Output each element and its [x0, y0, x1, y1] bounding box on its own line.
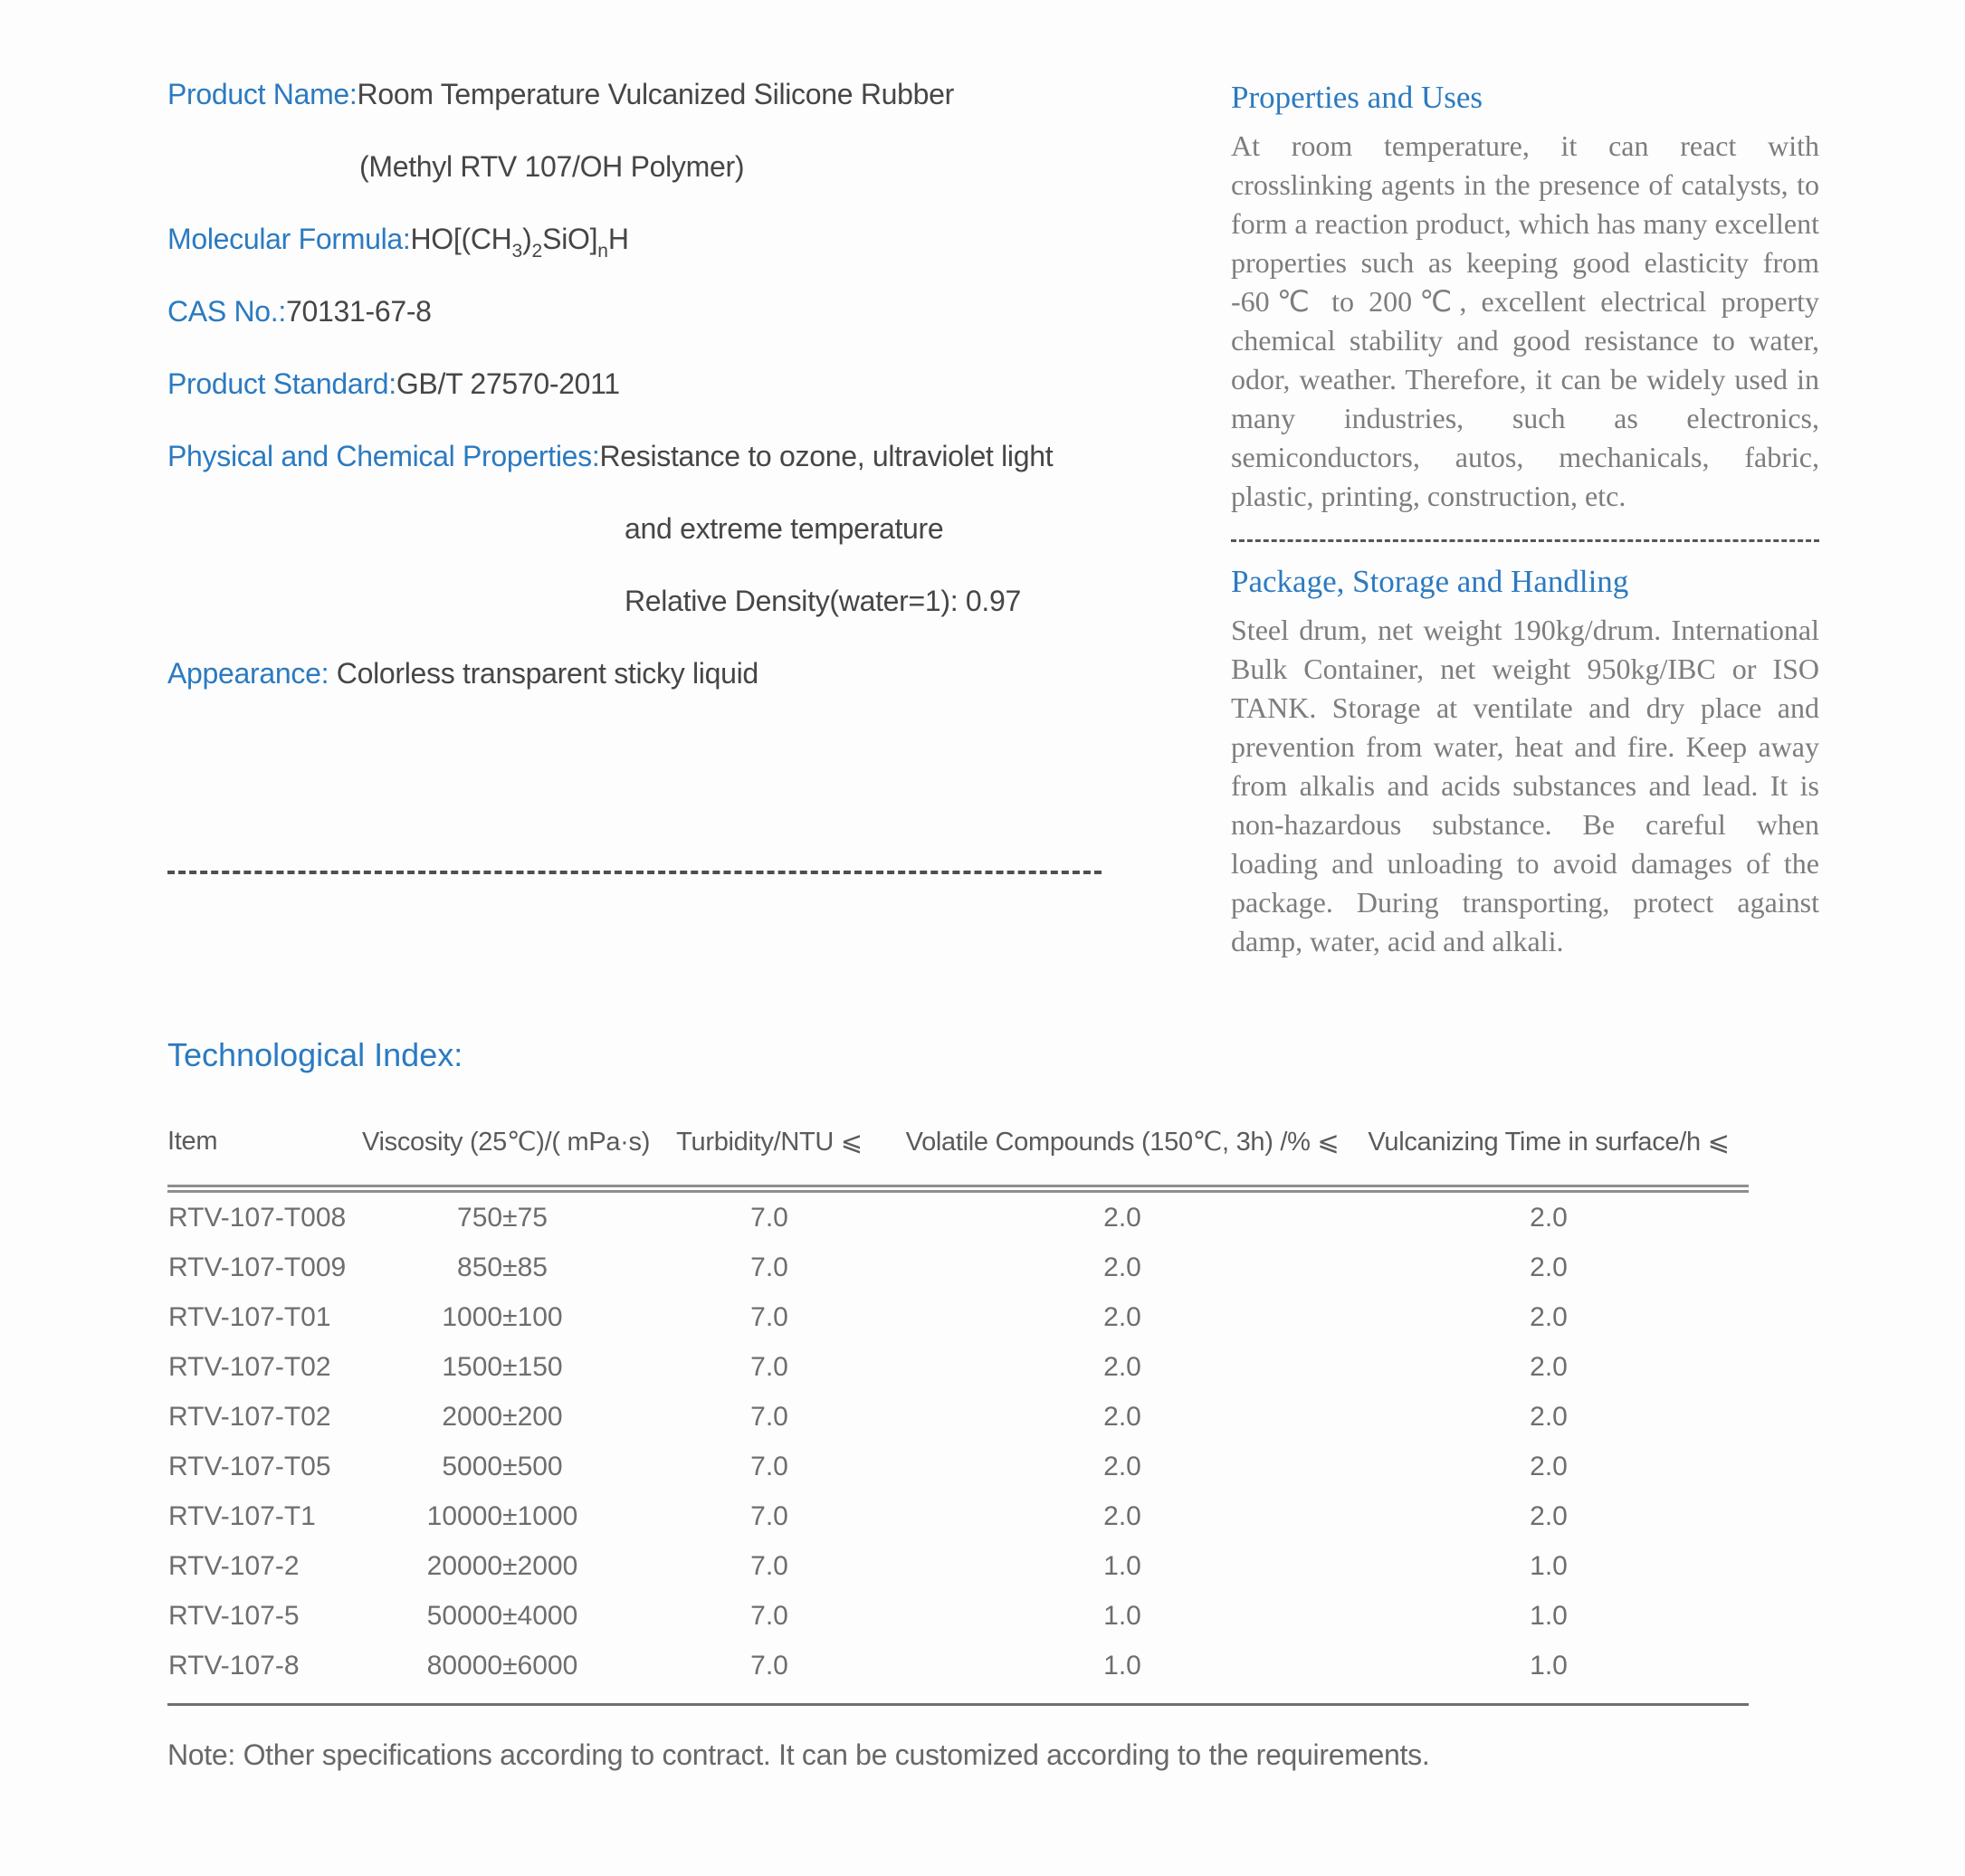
- formula-subscript: 3: [511, 241, 523, 262]
- right-info-panel: [1231, 78, 1819, 961]
- field-value: Room Temperature Vulcanized Silicone Rubber: [357, 78, 954, 110]
- field-physical-chemical: [167, 438, 1226, 510]
- table-note: Note: Other specifications according to contract. It can be customized according to the requirements.: [167, 1738, 1430, 1771]
- field-physical-chemical-line2: [167, 510, 1226, 583]
- table-cell: RTV-107-5: [168, 1600, 300, 1631]
- table-row: [167, 1491, 1749, 1541]
- formula-text: H: [607, 223, 629, 255]
- table-cell: 7.0: [750, 1600, 788, 1631]
- field-label: Product Standard:: [167, 367, 396, 400]
- table-cell: 7.0: [750, 1500, 788, 1531]
- table-cell: RTV-107-T009: [168, 1252, 347, 1282]
- formula-text: SiO]: [542, 223, 598, 255]
- table-cell: RTV-107-T05: [168, 1451, 331, 1481]
- table-row: [167, 1292, 1749, 1342]
- field-relative-density: [167, 583, 1226, 655]
- package-storage-title: Package, Storage and Handling: [1231, 564, 1629, 599]
- field-value: and extreme temperature: [625, 512, 944, 545]
- table-cell: 7.0: [750, 1650, 788, 1681]
- table-cell: 2.0: [1103, 1202, 1141, 1233]
- table-row: [167, 1342, 1749, 1392]
- table-cell: 1.0: [1103, 1600, 1141, 1631]
- table-cell: 7.0: [750, 1252, 788, 1282]
- field-product-name: [167, 76, 1226, 148]
- table-cell: 850±85: [457, 1252, 548, 1282]
- table-cell: 80000±6000: [426, 1650, 578, 1681]
- table-row: [167, 1591, 1749, 1641]
- table-cell: 7.0: [750, 1202, 788, 1233]
- table-body: [167, 1189, 1749, 1691]
- field-value: (Methyl RTV 107/OH Polymer): [359, 150, 745, 183]
- table-cell: 2.0: [1530, 1351, 1568, 1382]
- table-cell: 7.0: [750, 1301, 788, 1332]
- table-row: [167, 1392, 1749, 1442]
- table-cell: 50000±4000: [426, 1600, 578, 1631]
- table-cell: 2000±200: [442, 1401, 563, 1432]
- table-cell: RTV-107-2: [168, 1550, 300, 1581]
- field-label: Product Name:: [167, 78, 358, 110]
- table-cell: RTV-107-T008: [168, 1202, 347, 1233]
- table-cell: 2.0: [1103, 1401, 1141, 1432]
- product-info-section: [167, 76, 1226, 728]
- table-cell: 2.0: [1530, 1301, 1568, 1332]
- table-cell: 2.0: [1103, 1451, 1141, 1481]
- table-cell: 750±75: [457, 1202, 548, 1233]
- table-cell: 1500±150: [442, 1351, 563, 1382]
- table-cell: 2.0: [1530, 1451, 1568, 1481]
- left-dashed-divider: [167, 871, 1102, 874]
- tech-index-section: [167, 1037, 1749, 1773]
- table-cell: 1.0: [1103, 1650, 1141, 1681]
- col-header-item: Item: [167, 1127, 218, 1156]
- properties-uses-body: At room temperature, it can react with crosslinking agents in the presence of catalysts, to form a reaction product, which has many excellent properties such as keeping good elasticity from -60℃ to 200℃, excellent electrical property chemical stability and good resistance to water, odor, weather. Therefore, it can be widely used in many industries, such as electronics, semiconductors, autos, mechanicals, fabric, plastic, printing, construction, etc.: [1231, 129, 1819, 512]
- table-row: [167, 1641, 1749, 1690]
- table-header-row: [167, 1126, 1749, 1189]
- table-cell: RTV-107-T1: [168, 1500, 316, 1531]
- col-header-volatile: Volatile Compounds (150℃, 3h) /% ⩽: [905, 1128, 1340, 1157]
- table-cell: 10000±1000: [426, 1500, 578, 1531]
- right-dashed-divider: [1231, 539, 1819, 542]
- table-cell: 1.0: [1530, 1550, 1568, 1581]
- field-value: 70131-67-8: [285, 295, 432, 328]
- table-cell: 2.0: [1530, 1252, 1568, 1282]
- col-header-vulcanizing: Vulcanizing Time in surface/h ⩽: [1368, 1128, 1730, 1157]
- table-cell: 2.0: [1530, 1202, 1568, 1233]
- field-label: Appearance:: [167, 657, 337, 690]
- package-storage-body: Steel drum, net weight 190kg/drum. International Bulk Container, net weight 950kg/IBC or ISO TANK. Storage at ventilate and dry place and prevention from water, heat and fire. Keep away from alkalis and acids substances and lead. It is non-hazardous substance. Be careful when loading and unloading to avoid damages of the package. During transporting, protect against damp, water, acid and alkali.: [1231, 614, 1819, 957]
- table-row: [167, 1442, 1749, 1491]
- molecular-formula: [410, 223, 629, 262]
- field-cas-no: [167, 293, 1226, 366]
- field-value: Relative Density(water=1): 0.97: [625, 585, 1022, 617]
- field-value: GB/T 27570-2011: [396, 367, 620, 400]
- tech-index-table: [167, 1126, 1749, 1690]
- table-cell: 2.0: [1103, 1500, 1141, 1531]
- formula-subscript: n: [597, 241, 608, 262]
- field-label: Molecular Formula:: [167, 223, 411, 255]
- col-header-turbidity: Turbidity/NTU ⩽: [676, 1128, 863, 1157]
- table-cell: 5000±500: [442, 1451, 563, 1481]
- table-row: [167, 1189, 1749, 1243]
- table-cell: 7.0: [750, 1351, 788, 1382]
- table-cell: 2.0: [1530, 1401, 1568, 1432]
- table-cell: RTV-107-8: [168, 1650, 300, 1681]
- field-value: Colorless transparent sticky liquid: [336, 657, 758, 690]
- formula-text: HO[(CH: [410, 223, 512, 255]
- field-molecular-formula: [167, 221, 1226, 293]
- table-cell: 2.0: [1530, 1500, 1568, 1531]
- table-bottom-rule: [167, 1703, 1749, 1706]
- col-header-viscosity: Viscosity (25℃)/( mPa·s): [362, 1128, 651, 1157]
- table-cell: 1000±100: [442, 1301, 563, 1332]
- table-cell: 2.0: [1103, 1252, 1141, 1282]
- properties-uses-title: Properties and Uses: [1231, 80, 1483, 115]
- field-label: Physical and Chemical Properties:: [167, 440, 600, 472]
- table-cell: 1.0: [1103, 1550, 1141, 1581]
- table-cell: RTV-107-T02: [168, 1401, 331, 1432]
- table-cell: 2.0: [1103, 1351, 1141, 1382]
- field-product-name-line2: [167, 148, 1226, 221]
- table-cell: 1.0: [1530, 1650, 1568, 1681]
- table-cell: 2.0: [1103, 1301, 1141, 1332]
- table-row: [167, 1541, 1749, 1591]
- table-cell: 1.0: [1530, 1600, 1568, 1631]
- table-cell: RTV-107-T02: [168, 1351, 331, 1382]
- table-cell: RTV-107-T01: [168, 1301, 331, 1332]
- table-cell: 7.0: [750, 1401, 788, 1432]
- field-product-standard: [167, 366, 1226, 438]
- field-label: CAS No.:: [167, 295, 286, 328]
- field-appearance: [167, 655, 1226, 728]
- table-cell: 20000±2000: [426, 1550, 578, 1581]
- formula-text: ): [522, 223, 532, 255]
- field-value: Resistance to ozone, ultraviolet light: [599, 440, 1054, 472]
- table-cell: 7.0: [750, 1451, 788, 1481]
- tech-index-title: Technological Index:: [167, 1036, 463, 1073]
- formula-subscript: 2: [531, 241, 543, 262]
- table-row: [167, 1243, 1749, 1292]
- table-cell: 7.0: [750, 1550, 788, 1581]
